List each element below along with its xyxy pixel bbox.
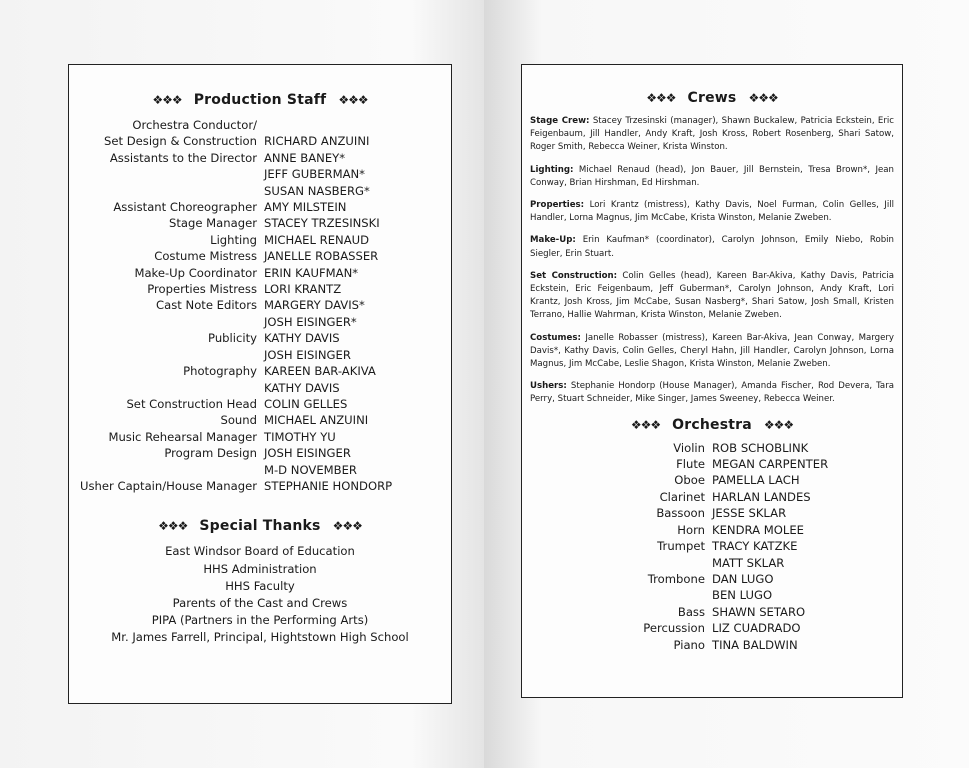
ornament-icon: ❖❖❖ [630,417,661,432]
crew-label: Ushers: [530,381,567,392]
credit-row [69,265,451,281]
credit-name: KATHY DAVIS [264,331,340,346]
credit-name: ANNE BANEY* [264,150,346,165]
ornament-icon: ❖❖❖ [158,519,188,534]
ornament-icon: ❖❖❖ [338,93,368,107]
instrument: Trombone [647,571,705,586]
credit-names [264,215,451,231]
crew-section [530,270,894,323]
orchestra-row [522,522,902,538]
instrument: Bassoon [656,506,705,521]
credit-name: M-D NOVEMBER [264,462,357,477]
ornament-icon: ❖❖❖ [152,93,182,107]
musician-names [712,505,902,521]
credit-row [69,232,451,248]
left-page [0,0,484,768]
credit-role: Make-Up Coordinator [134,265,257,280]
crew-label: Stage Crew: [530,116,590,126]
credit-row [69,445,451,478]
special-thanks-heading [69,518,451,534]
orchestra-row [522,472,902,488]
crews-heading [522,90,902,106]
musician-name: MATT SKLAR [712,555,785,570]
credit-row [69,150,451,199]
orchestra-row [522,456,902,472]
credit-role: Lighting [210,232,257,247]
crew-members: Erin Kaufman* (coordinator), Carolyn Johnson, Emily Niebo, Robin Siegler, Erin Stuart. [530,235,895,259]
credit-row [69,117,451,133]
musician-name: DAN LUGO [712,571,774,586]
orchestra-row [522,620,902,636]
credit-name: MICHAEL ANZUINI [264,413,369,428]
credit-name: JANELLE ROBASSER [264,249,379,264]
credit-name: JOSH EISINGER [264,446,351,461]
credit-names [264,199,451,215]
musician-name: BEN LUGO [712,588,773,603]
musician-name: HARLAN LANDES [712,489,811,504]
credit-role: Assistants to the Director [109,150,257,165]
orchestra-heading [522,417,902,433]
ornament-icon: ❖❖❖ [763,417,794,432]
crew-section [530,234,894,260]
thanks-line: Mr. James Farrell, Principal, Hightstown High School [111,630,409,645]
instrument: Clarinet [659,489,705,504]
crew-label: Make-Up: [530,235,576,246]
thanks-line: PIPA (Partners in the Performing Arts) [151,613,369,628]
credit-name: KATHY DAVIS [264,380,340,395]
credit-row [69,478,451,494]
musician-name: TINA BALDWIN [712,637,798,652]
ornament-icon: ❖❖❖ [646,91,676,105]
thanks-line: HHS Faculty [225,578,295,593]
musician-names [712,489,902,505]
credit-names [264,248,451,264]
musician-names [712,637,902,653]
musician-names [712,604,902,620]
credit-row [69,396,451,412]
credit-name: COLIN GELLES [264,396,348,411]
credit-names [264,445,451,478]
credit-names [264,117,451,133]
orchestra-row [522,538,902,571]
crew-section [530,164,894,190]
credit-names [264,330,451,363]
instrument: Bass [677,604,705,619]
production-staff-title: Production Staff [193,92,327,108]
crew-members: Michael Renaud (head), Jon Bauer, Jill Bernstein, Tresa Brown*, Jean Conway, Brian Hirshman, Ed Hirshman. [530,164,895,188]
crew-section [530,199,894,225]
musician-name: TRACY KATZKE [712,539,798,554]
crew-members: Stacey Trzesinski (manager), Shawn Buckalew, Patricia Eckstein, Eric Feigenbaum, Jill Handler, Andy Kraft, Josh Kross, Robert Rosenberg, Shari Satow, Roger Smith, Rebecca Weiner, Krista Winston. [530,116,894,153]
credit-names [264,150,451,199]
credit-names [264,429,451,445]
credit-name: MARGERY DAVIS* [264,298,365,313]
crew-section [530,380,894,406]
credit-role: Usher Captain/House Manager [80,478,257,493]
credit-names [264,478,451,494]
musician-names [712,571,902,604]
crew-members: Janelle Robasser (mistress), Kareen Bar-Akiva, Jean Conway, Margery Davis*, Kathy Davis, Colin Gelles, Cheryl Hahn, Jill Handler, Carolyn Johnson, Lorna Magnus, Jim McCabe, Leslie Shagon, Krista Winston, Melanie Zweben. [530,332,895,370]
credit-name: MICHAEL RENAUD [264,232,370,247]
credit-role: Photography [183,364,257,379]
credit-names [264,412,451,428]
credit-names [264,133,451,149]
production-staff-list [69,117,451,494]
credit-role: Cast Note Editors [156,298,257,313]
instrument: Percussion [643,621,705,636]
instrument: Violin [673,440,705,455]
crew-section [530,332,894,372]
instrument: Horn [677,522,705,537]
credit-row [69,363,451,396]
instrument: Piano [673,637,705,652]
musician-name: ROB SCHOBLINK [712,440,809,455]
thanks-line: HHS Administration [203,561,317,576]
credit-row [69,297,451,330]
credit-row [69,199,451,215]
orchestra-list [522,440,902,653]
orchestra-row [522,604,902,620]
credit-name: JOSH EISINGER [264,347,351,362]
credit-names [264,281,451,297]
crew-members: Colin Gelles (head), Kareen Bar-Akiva, Kathy Davis, Patricia Eckstein, Eric Feigenbaum, Jeff Guberman*, Carolyn Johnson, Andy Kraft, Lori Krantz, Josh Kross, Jim McCabe, Susan Nasberg*, Shari Satow, Josh Small, Kristen Terrano, Hallie Wahrman, Krista Winston, Melanie Zweben. [530,270,894,321]
musician-name: SHAWN SETARO [712,604,806,619]
credit-row [69,429,451,445]
credit-role: Stage Manager [168,216,257,231]
instrument: Flute [676,457,705,472]
credit-row [69,215,451,231]
production-panel [68,64,452,704]
orchestra-row [522,440,902,456]
crews-title: Crews [687,90,737,106]
credit-row [69,133,451,149]
orchestra-title: Orchestra [672,416,752,433]
orchestra-row [522,571,902,604]
credit-name: TIMOTHY YU [264,429,336,444]
credit-names [264,396,451,412]
orchestra-row [522,505,902,521]
credit-role: Orchestra Conductor/ [132,118,257,132]
credit-role: Set Design & Construction [104,134,257,149]
credit-name: AMY MILSTEIN [264,200,347,215]
credit-row [69,412,451,428]
credit-names [264,297,451,330]
crew-label: Properties: [530,200,585,211]
credit-role: Program Design [164,446,257,461]
ornament-icon: ❖❖❖ [748,91,778,105]
musician-name: PAMELLA LACH [712,473,800,488]
credit-name: ERIN KAUFMAN* [264,265,359,280]
production-staff-heading [69,92,451,108]
credit-names [264,232,451,248]
credit-role: Assistant Choreographer [113,200,257,215]
credit-role: Set Construction Head [126,396,257,411]
credit-name: STACEY TRZESINSKI [264,216,380,231]
thanks-line: East Windsor Board of Education [165,544,355,559]
crew-members: Stephanie Hondorp (House Manager), Amanda Fischer, Rod Devera, Tara Perry, Stuart Schneider, Mike Singer, James Sweeney, Rebecca Weiner. [530,381,894,405]
credit-name: JEFF GUBERMAN* [264,167,365,182]
musician-names [712,456,902,472]
musician-name: MEGAN CARPENTER [712,457,829,472]
instrument: Trumpet [657,539,705,554]
orchestra-row [522,637,902,653]
musician-names [712,440,902,456]
thanks-line: Parents of the Cast and Crews [172,595,348,610]
credit-name: STEPHANIE HONDORP [264,478,393,493]
crew-label: Set Construction: [530,270,618,281]
special-thanks-list [69,543,451,646]
credit-row [69,330,451,363]
musician-name: KENDRA MOLEE [712,522,804,537]
credit-name: JOSH EISINGER* [264,314,357,329]
musician-names [712,522,902,538]
musician-names [712,538,902,571]
instrument: Oboe [674,473,705,488]
credit-names [264,265,451,281]
credit-row [69,281,451,297]
credit-role: Costume Mistress [154,249,257,264]
crew-section [530,115,894,155]
musician-names [712,472,902,488]
credit-role: Sound [220,413,257,428]
musician-names [712,620,902,636]
musician-name: LIZ CUADRADO [712,621,801,636]
credit-name: SUSAN NASBERG* [264,183,370,198]
credit-row [69,248,451,264]
special-thanks-title: Special Thanks [199,518,321,535]
credit-name: LORI KRANTZ [264,282,342,297]
credit-name: KAREEN BAR-AKIVA [264,364,376,379]
orchestra-row [522,489,902,505]
crew-label: Costumes: [530,332,581,343]
credit-name: RICHARD ANZUINI [264,134,370,149]
crew-label: Lighting: [530,164,574,175]
right-page [484,0,969,768]
credit-names [264,363,451,396]
credit-role: Music Rehearsal Manager [108,429,257,444]
credit-role: Properties Mistress [147,282,257,297]
ornament-icon: ❖❖❖ [332,519,362,534]
crew-members: Lori Krantz (mistress), Kathy Davis, Noel Furman, Colin Gelles, Jill Handler, Lorna Magnus, Jim McCabe, Krista Winston, Melanie Zweben. [530,200,894,224]
credit-role: Publicity [208,331,257,346]
musician-name: JESSE SKLAR [712,506,787,521]
crews-panel [521,64,903,698]
